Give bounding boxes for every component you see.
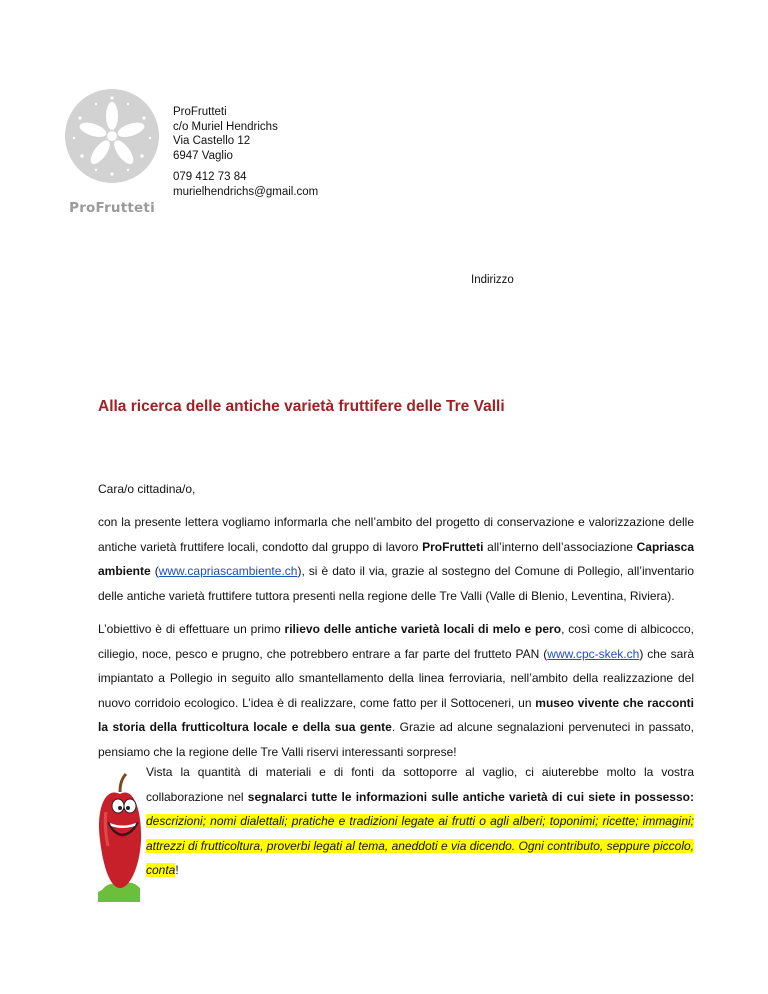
- bold-profrutteti: ProFrutteti: [422, 539, 484, 554]
- link-cpc-skek[interactable]: www.cpc-skek.ch: [547, 646, 640, 661]
- paragraph-intro: [98, 510, 694, 608]
- paragraph-request: [146, 760, 694, 883]
- salutation: Cara/o cittadina/o,: [98, 482, 196, 496]
- recipient-address: Indirizzo: [471, 274, 514, 286]
- profrutteti-logo: [62, 88, 162, 218]
- text: (: [150, 564, 159, 578]
- bold-museo-vivente: museo vivente che racconti la storia della frutticoltura locale e della sua gente: [98, 695, 694, 734]
- text: all’interno dell’associazione: [483, 539, 637, 554]
- paragraph-objective: [98, 617, 694, 764]
- sender-phone: 079 412 73 84: [173, 171, 247, 183]
- link-capriascambiente[interactable]: www.capriascambiente.ch: [158, 564, 298, 578]
- bold-segnalarci: segnalarci tutte le informazioni sulle antiche varietà di cui siete in possesso:: [247, 789, 694, 804]
- text: , così come di albicocco, ciliegio, noce, pesco e prugno, che potrebbero entrare a far parte del frutteto PAN (: [98, 622, 694, 661]
- text: con la presente lettera vogliamo informarla che nell’ambito del progetto di conservazione e valorizzazione delle antiche varietà fruttifere locali, condotto dal gruppo di lavoro: [98, 515, 694, 554]
- text: . Grazie ad alcune segnalazioni pervenuteci in passato, pensiamo che la regione delle Tre Valli riservi interessanti sorprese!: [98, 720, 694, 759]
- logo-wordmark: ProFrutteti: [69, 200, 155, 216]
- highlighted-list: descrizioni; nomi dialettali; pratiche e tradizioni legate ai frutti o agli alberi; toponimi; ricette; immagini; attrezzi di frutticoltura, proverbi legati al tema, aneddoti e via dicendo. Ogni contributo, seppure piccolo, conta: [146, 814, 694, 877]
- sender-address: [173, 105, 278, 163]
- bold-rilievo: rilievo delle antiche varietà locali di melo e pero: [284, 622, 562, 636]
- smiling-apple-icon: [98, 762, 142, 902]
- sender-contact: [173, 170, 318, 199]
- sender-email: murielhendrichs@gmail.com: [173, 185, 319, 198]
- letter-title: Alla ricerca delle antiche varietà fruttifere delle Tre Valli: [98, 398, 505, 415]
- text: !: [175, 863, 179, 877]
- sender-name: ProFrutteti: [173, 106, 227, 118]
- sender-city: 6947 Vaglio: [173, 149, 233, 162]
- text: L’obiettivo è di effettuare un primo: [98, 622, 285, 636]
- text: ), si è dato il via, grazie al sostegno del Comune di Pollegio, all’inventario delle antiche varietà fruttifere tuttora presenti nella regione delle Tre Valli (Valle di Blenio, Leventina, Riviera).: [98, 564, 694, 603]
- sender-care-of: c/o Muriel Hendrichs: [173, 120, 278, 133]
- sender-street: Via Castello 12: [173, 135, 251, 148]
- text: Vista la quantità di materiali e di fonti da sottoporre al vaglio, ci aiuterebbe molto la vostra collaborazione nel: [146, 765, 694, 804]
- text: ) che sarà impiantato a Pollegio in seguito allo smantellamento della linea ferroviaria, nell’ambito della realizzazione del nuovo corridoio ecologico. L’idea è di realizzare, come fatto per il Sottoceneri, un: [98, 646, 694, 710]
- bold-capriasca-ambiente: Capriasca ambiente: [98, 539, 694, 578]
